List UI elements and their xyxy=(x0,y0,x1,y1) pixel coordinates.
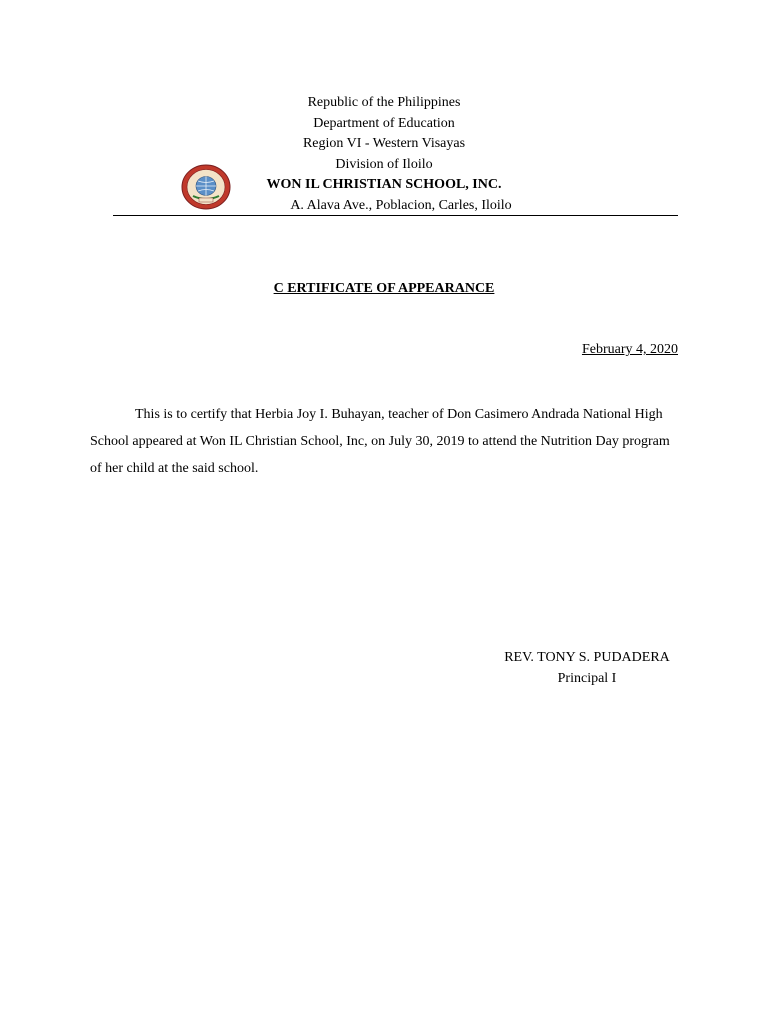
header-divider xyxy=(113,215,678,216)
letterhead-region: Region VI - Western Visayas xyxy=(302,136,466,151)
school-seal-icon xyxy=(181,164,231,210)
letterhead-division: Division of Iloilo xyxy=(335,156,433,172)
school-name: WON IL CHRISTIAN SCHOOL, INC. xyxy=(266,177,502,192)
signature-block xyxy=(496,648,678,689)
letterhead-department: Department of Education xyxy=(313,115,455,131)
letterhead xyxy=(0,93,768,216)
letterhead-republic: Republic of the Philippines xyxy=(307,95,461,110)
certificate-body: This is to certify that Herbia Joy I. Buhayan, teacher of Don Casimero Andrada National High School appeared at Won IL Christian School, Inc, on July 30, 2019 to attend the Nutrition Day program of her child at the said school. xyxy=(90,407,670,476)
signatory-position: Principal I xyxy=(557,670,617,686)
certificate-date: February 4, 2020 xyxy=(581,342,678,357)
certificate-title: C ERTIFICATE OF APPEARANCE xyxy=(273,281,495,296)
school-address: A. Alava Ave., Poblacion, Carles, Iloilo xyxy=(290,197,512,213)
signatory-name: REV. TONY S. PUDADERA xyxy=(504,650,670,665)
